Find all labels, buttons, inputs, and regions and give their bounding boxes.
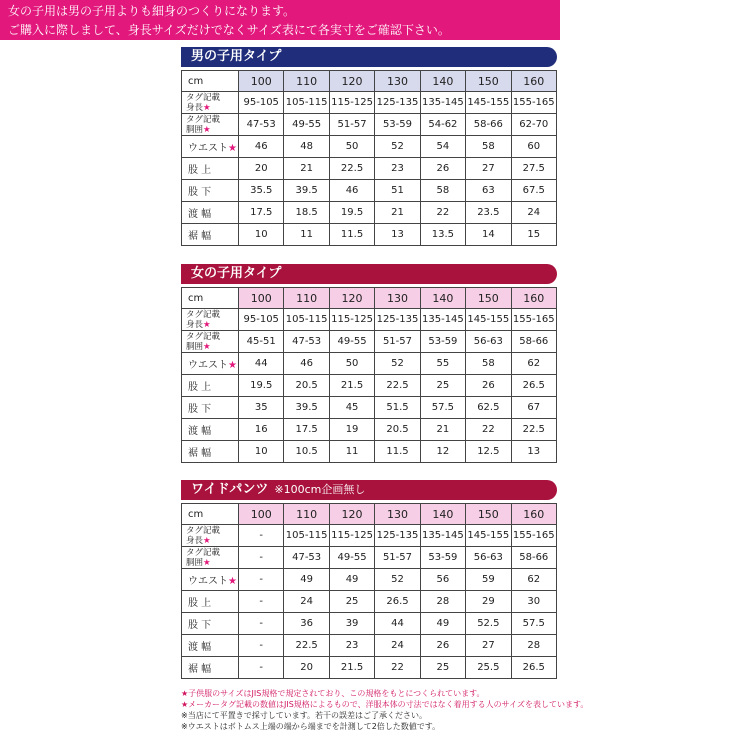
table-cell: 16 bbox=[239, 419, 284, 441]
table-cell: 62-70 bbox=[511, 114, 556, 136]
row-label-chest bbox=[182, 547, 239, 569]
table-cell: 15 bbox=[511, 224, 556, 246]
table-cell: 49-55 bbox=[329, 547, 374, 569]
table-cell: 115-125 bbox=[329, 92, 374, 114]
table-header-row bbox=[182, 288, 557, 309]
table-cell: 25.5 bbox=[466, 657, 511, 679]
table-cell: 19 bbox=[329, 419, 374, 441]
wide-pants-size-section bbox=[181, 480, 557, 679]
table-row-inseam bbox=[182, 180, 557, 202]
table-cell: 49-55 bbox=[329, 331, 374, 353]
table-row-chest bbox=[182, 114, 557, 136]
size-table bbox=[181, 287, 557, 463]
table-cell: - bbox=[239, 525, 284, 547]
row-label-top: タグ記載 bbox=[186, 525, 221, 536]
table-cell: 20.5 bbox=[375, 419, 420, 441]
table-cell: 11 bbox=[329, 441, 374, 463]
row-label-hem bbox=[182, 657, 239, 679]
table-cell: 22 bbox=[420, 202, 465, 224]
table-cell: 51-57 bbox=[329, 114, 374, 136]
table-row-rise bbox=[182, 375, 557, 397]
table-cell: 22.5 bbox=[375, 375, 420, 397]
table-cell: 21.5 bbox=[329, 375, 374, 397]
row-label-text: 股 上 bbox=[188, 165, 212, 176]
row-label-chest bbox=[182, 114, 239, 136]
row-label-rise bbox=[182, 375, 239, 397]
row-label-rise bbox=[182, 158, 239, 180]
size-header-110: 110 bbox=[284, 504, 329, 525]
row-label-text: 裾 幅 bbox=[188, 231, 212, 242]
table-cell: 57.5 bbox=[511, 613, 556, 635]
table-cell: 23.5 bbox=[466, 202, 511, 224]
table-cell: 63 bbox=[466, 180, 511, 202]
row-label-bottom bbox=[186, 320, 238, 330]
table-cell: 39.5 bbox=[284, 397, 329, 419]
table-cell: 22.5 bbox=[284, 635, 329, 657]
section-title bbox=[181, 47, 557, 67]
table-cell: 13 bbox=[375, 224, 420, 246]
table-cell: 10 bbox=[239, 441, 284, 463]
table-cell: 115-125 bbox=[329, 525, 374, 547]
table-cell: 22 bbox=[466, 419, 511, 441]
table-cell: - bbox=[239, 569, 284, 591]
section-note: ※100cm企画無し bbox=[274, 483, 366, 496]
size-header-150: 150 bbox=[466, 288, 511, 309]
table-cell: 135-145 bbox=[420, 309, 465, 331]
table-cell: 135-145 bbox=[420, 92, 465, 114]
notice-line-1: 女の子用は男の子用よりも細身のつくりになります。 bbox=[8, 4, 296, 18]
size-table bbox=[181, 70, 557, 246]
table-cell: 46 bbox=[329, 180, 374, 202]
row-label-text: 股 下 bbox=[188, 404, 212, 415]
table-row-thigh bbox=[182, 635, 557, 657]
table-cell: 25 bbox=[420, 657, 465, 679]
table-cell: 21 bbox=[420, 419, 465, 441]
table-cell: 36 bbox=[284, 613, 329, 635]
table-cell: 57.5 bbox=[420, 397, 465, 419]
table-row-hem bbox=[182, 441, 557, 463]
unit-label: cm bbox=[182, 71, 239, 92]
table-row-waist bbox=[182, 353, 557, 375]
table-cell: 46 bbox=[284, 353, 329, 375]
table-cell: 24 bbox=[375, 635, 420, 657]
table-cell: 49 bbox=[284, 569, 329, 591]
table-cell: 56-63 bbox=[466, 547, 511, 569]
table-cell: 51-57 bbox=[375, 547, 420, 569]
footnote: ★メーカータグ記載の数値はJIS規格によるもので、洋服本体の寸法ではなく着用する人のサイズを表しています。 bbox=[181, 700, 589, 709]
table-cell: 11 bbox=[284, 224, 329, 246]
table-row-inseam bbox=[182, 613, 557, 635]
size-header-120: 120 bbox=[329, 71, 374, 92]
table-cell: 47-53 bbox=[284, 547, 329, 569]
size-header-110: 110 bbox=[284, 71, 329, 92]
table-cell: 135-145 bbox=[420, 525, 465, 547]
star-icon: ★ bbox=[203, 124, 211, 135]
table-cell: 30 bbox=[511, 591, 556, 613]
unit-label: cm bbox=[182, 504, 239, 525]
row-label-waist bbox=[182, 353, 239, 375]
star-icon: ★ bbox=[228, 360, 237, 371]
row-label-text: ウエスト bbox=[188, 360, 228, 371]
table-cell: 11.5 bbox=[375, 441, 420, 463]
row-label-height bbox=[182, 92, 239, 114]
table-cell: 155-165 bbox=[511, 525, 556, 547]
table-cell: 39 bbox=[329, 613, 374, 635]
table-cell: 35 bbox=[239, 397, 284, 419]
table-cell: 21.5 bbox=[329, 657, 374, 679]
notice-line-2: ご購入に際しまして、身長サイズだけでなくサイズ表にて各実寸をご確認下さい。 bbox=[8, 23, 450, 37]
table-cell: - bbox=[239, 591, 284, 613]
table-cell: 115-125 bbox=[329, 309, 374, 331]
table-cell: 60 bbox=[511, 136, 556, 158]
table-cell: 20.5 bbox=[284, 375, 329, 397]
row-label-waist bbox=[182, 569, 239, 591]
table-cell: 21 bbox=[284, 158, 329, 180]
star-icon: ★ bbox=[228, 143, 237, 154]
size-header-140: 140 bbox=[420, 504, 465, 525]
row-label-inseam bbox=[182, 397, 239, 419]
table-cell: 14 bbox=[466, 224, 511, 246]
row-label-height bbox=[182, 525, 239, 547]
table-cell: 27 bbox=[466, 635, 511, 657]
row-label-height bbox=[182, 309, 239, 331]
table-cell: 47-53 bbox=[284, 331, 329, 353]
table-row-waist bbox=[182, 569, 557, 591]
table-cell: 25 bbox=[420, 375, 465, 397]
size-header-140: 140 bbox=[420, 71, 465, 92]
star-icon: ★ bbox=[203, 535, 211, 546]
row-label-waist bbox=[182, 136, 239, 158]
table-cell: 54 bbox=[420, 136, 465, 158]
star-icon: ★ bbox=[203, 341, 211, 352]
table-cell: 18.5 bbox=[284, 202, 329, 224]
row-label-thigh bbox=[182, 202, 239, 224]
table-cell: 22 bbox=[375, 657, 420, 679]
table-cell: 155-165 bbox=[511, 309, 556, 331]
table-cell: 22.5 bbox=[329, 158, 374, 180]
table-header-row bbox=[182, 504, 557, 525]
section-title bbox=[181, 264, 557, 284]
table-cell: 58 bbox=[420, 180, 465, 202]
table-cell: 51 bbox=[375, 180, 420, 202]
table-cell: 58 bbox=[466, 353, 511, 375]
table-cell: 145-155 bbox=[466, 309, 511, 331]
table-row-chest bbox=[182, 547, 557, 569]
size-header-100: 100 bbox=[239, 71, 284, 92]
table-cell: 52.5 bbox=[466, 613, 511, 635]
size-header-130: 130 bbox=[375, 71, 420, 92]
table-cell: 125-135 bbox=[375, 92, 420, 114]
section-title-text: ワイドパンツ bbox=[191, 482, 269, 497]
table-cell: 23 bbox=[375, 158, 420, 180]
star-icon: ★ bbox=[228, 576, 237, 587]
table-cell: 26.5 bbox=[511, 657, 556, 679]
table-cell: 49-55 bbox=[284, 114, 329, 136]
table-cell: 21 bbox=[375, 202, 420, 224]
row-label-chest bbox=[182, 331, 239, 353]
star-icon: ★ bbox=[203, 319, 211, 330]
row-label-text: 股 上 bbox=[188, 598, 212, 609]
row-label-thigh bbox=[182, 635, 239, 657]
star-icon: ★ bbox=[203, 102, 211, 113]
table-cell: 53-59 bbox=[375, 114, 420, 136]
size-header-150: 150 bbox=[466, 71, 511, 92]
table-cell: 12.5 bbox=[466, 441, 511, 463]
row-label-inseam bbox=[182, 613, 239, 635]
footnote: ※当店にて平置きで採寸しています。若干の誤差はご了承ください。 bbox=[181, 711, 428, 720]
table-cell: 62.5 bbox=[466, 397, 511, 419]
table-cell: 53-59 bbox=[420, 547, 465, 569]
table-row-height bbox=[182, 92, 557, 114]
table-cell: 58-66 bbox=[511, 331, 556, 353]
table-cell: 17.5 bbox=[239, 202, 284, 224]
table-cell: - bbox=[239, 547, 284, 569]
table-cell: - bbox=[239, 657, 284, 679]
row-label-top: タグ記載 bbox=[186, 114, 221, 125]
table-cell: 20 bbox=[284, 657, 329, 679]
table-cell: 56 bbox=[420, 569, 465, 591]
table-cell: 13 bbox=[511, 441, 556, 463]
row-label-text: 股 下 bbox=[188, 620, 212, 631]
table-row-thigh bbox=[182, 202, 557, 224]
table-cell: 48 bbox=[284, 136, 329, 158]
section-title-text: 男の子用タイプ bbox=[191, 49, 282, 64]
table-cell: 13.5 bbox=[420, 224, 465, 246]
row-label-text: 身長 bbox=[186, 102, 204, 113]
table-cell: 53-59 bbox=[420, 331, 465, 353]
size-header-100: 100 bbox=[239, 288, 284, 309]
boys-size-section bbox=[181, 47, 557, 246]
table-cell: 105-115 bbox=[284, 525, 329, 547]
table-cell: 52 bbox=[375, 353, 420, 375]
row-label-top: タグ記載 bbox=[186, 309, 221, 320]
table-cell: 24 bbox=[511, 202, 556, 224]
table-cell: 39.5 bbox=[284, 180, 329, 202]
row-label-text: 股 上 bbox=[188, 382, 212, 393]
row-label-text: 渡 幅 bbox=[188, 642, 212, 653]
table-row-chest bbox=[182, 331, 557, 353]
table-cell: 62 bbox=[511, 569, 556, 591]
table-cell: 25 bbox=[329, 591, 374, 613]
table-cell: 95-105 bbox=[239, 309, 284, 331]
table-cell: 95-105 bbox=[239, 92, 284, 114]
notice-banner bbox=[0, 0, 560, 40]
table-cell: 11.5 bbox=[329, 224, 374, 246]
table-cell: 46 bbox=[239, 136, 284, 158]
row-label-hem bbox=[182, 224, 239, 246]
table-cell: 47-53 bbox=[239, 114, 284, 136]
table-cell: 27 bbox=[466, 158, 511, 180]
table-cell: 58-66 bbox=[466, 114, 511, 136]
table-row-hem bbox=[182, 657, 557, 679]
table-cell: 58-66 bbox=[511, 547, 556, 569]
table-cell: 24 bbox=[284, 591, 329, 613]
row-label-hem bbox=[182, 441, 239, 463]
table-cell: 50 bbox=[329, 353, 374, 375]
table-cell: 26 bbox=[420, 635, 465, 657]
size-header-120: 120 bbox=[329, 288, 374, 309]
table-cell: 44 bbox=[239, 353, 284, 375]
table-cell: 26 bbox=[420, 158, 465, 180]
table-cell: 58 bbox=[466, 136, 511, 158]
table-header-row bbox=[182, 71, 557, 92]
row-label-text: 胴囲 bbox=[186, 341, 204, 352]
table-cell: 17.5 bbox=[284, 419, 329, 441]
girls-size-section bbox=[181, 264, 557, 463]
row-label-bottom bbox=[186, 342, 238, 352]
size-header-140: 140 bbox=[420, 288, 465, 309]
table-cell: 19.5 bbox=[239, 375, 284, 397]
row-label-text: 渡 幅 bbox=[188, 209, 212, 220]
footnotes bbox=[181, 688, 740, 732]
table-cell: 67 bbox=[511, 397, 556, 419]
size-header-130: 130 bbox=[375, 504, 420, 525]
table-cell: 62 bbox=[511, 353, 556, 375]
table-cell: 125-135 bbox=[375, 525, 420, 547]
table-cell: 45 bbox=[329, 397, 374, 419]
table-row-thigh bbox=[182, 419, 557, 441]
table-cell: 20 bbox=[239, 158, 284, 180]
row-label-rise bbox=[182, 591, 239, 613]
row-label-top: タグ記載 bbox=[186, 92, 221, 103]
table-row-inseam bbox=[182, 397, 557, 419]
table-cell: 29 bbox=[466, 591, 511, 613]
table-cell: 28 bbox=[511, 635, 556, 657]
table-cell: 49 bbox=[329, 569, 374, 591]
table-cell: - bbox=[239, 613, 284, 635]
table-cell: 49 bbox=[420, 613, 465, 635]
table-cell: 28 bbox=[420, 591, 465, 613]
size-header-160: 160 bbox=[511, 71, 556, 92]
table-row-waist bbox=[182, 136, 557, 158]
table-cell: 23 bbox=[329, 635, 374, 657]
table-cell: 22.5 bbox=[511, 419, 556, 441]
table-cell: 26.5 bbox=[375, 591, 420, 613]
table-cell: 10.5 bbox=[284, 441, 329, 463]
table-cell: 145-155 bbox=[466, 92, 511, 114]
table-cell: 59 bbox=[466, 569, 511, 591]
star-icon: ★ bbox=[203, 557, 211, 568]
row-label-text: 渡 幅 bbox=[188, 426, 212, 437]
table-cell: 155-165 bbox=[511, 92, 556, 114]
table-cell: 67.5 bbox=[511, 180, 556, 202]
row-label-text: 股 下 bbox=[188, 187, 212, 198]
table-cell: 35.5 bbox=[239, 180, 284, 202]
size-header-150: 150 bbox=[466, 504, 511, 525]
table-cell: - bbox=[239, 635, 284, 657]
row-label-thigh bbox=[182, 419, 239, 441]
table-cell: 45-51 bbox=[239, 331, 284, 353]
table-cell: 19.5 bbox=[329, 202, 374, 224]
row-label-bottom bbox=[186, 125, 238, 135]
table-cell: 44 bbox=[375, 613, 420, 635]
row-label-text: 胴囲 bbox=[186, 557, 204, 568]
size-header-130: 130 bbox=[375, 288, 420, 309]
size-header-160: 160 bbox=[511, 288, 556, 309]
row-label-text: ウエスト bbox=[188, 576, 228, 587]
table-cell: 51-57 bbox=[375, 331, 420, 353]
table-row-rise bbox=[182, 591, 557, 613]
table-cell: 52 bbox=[375, 569, 420, 591]
footnote: ※ウエストはボトムス上端の端から端までを計測して2倍した数値です。 bbox=[181, 722, 441, 731]
row-label-text: 裾 幅 bbox=[188, 448, 212, 459]
table-cell: 52 bbox=[375, 136, 420, 158]
size-table bbox=[181, 503, 557, 679]
row-label-top: タグ記載 bbox=[186, 331, 221, 342]
size-header-120: 120 bbox=[329, 504, 374, 525]
row-label-text: 身長 bbox=[186, 319, 204, 330]
row-label-bottom bbox=[186, 558, 238, 568]
size-header-100: 100 bbox=[239, 504, 284, 525]
section-title bbox=[181, 480, 557, 500]
table-row-hem bbox=[182, 224, 557, 246]
table-cell: 26.5 bbox=[511, 375, 556, 397]
table-row-height bbox=[182, 525, 557, 547]
table-cell: 26 bbox=[466, 375, 511, 397]
unit-label: cm bbox=[182, 288, 239, 309]
row-label-bottom bbox=[186, 103, 238, 113]
row-label-text: ウエスト bbox=[188, 143, 228, 154]
table-cell: 125-135 bbox=[375, 309, 420, 331]
table-cell: 55 bbox=[420, 353, 465, 375]
table-cell: 12 bbox=[420, 441, 465, 463]
footnote: ★子供服のサイズはJIS規格で規定されており、この規格をもとにつくられています。 bbox=[181, 689, 485, 698]
table-cell: 51.5 bbox=[375, 397, 420, 419]
size-header-110: 110 bbox=[284, 288, 329, 309]
section-title-text: 女の子用タイプ bbox=[191, 266, 282, 281]
table-row-height bbox=[182, 309, 557, 331]
table-cell: 50 bbox=[329, 136, 374, 158]
row-label-text: 裾 幅 bbox=[188, 664, 212, 675]
table-cell: 105-115 bbox=[284, 309, 329, 331]
table-cell: 10 bbox=[239, 224, 284, 246]
row-label-text: 胴囲 bbox=[186, 124, 204, 135]
row-label-bottom bbox=[186, 536, 238, 546]
table-cell: 145-155 bbox=[466, 525, 511, 547]
row-label-top: タグ記載 bbox=[186, 547, 221, 558]
table-cell: 27.5 bbox=[511, 158, 556, 180]
row-label-text: 身長 bbox=[186, 535, 204, 546]
table-cell: 54-62 bbox=[420, 114, 465, 136]
table-cell: 105-115 bbox=[284, 92, 329, 114]
row-label-inseam bbox=[182, 180, 239, 202]
size-header-160: 160 bbox=[511, 504, 556, 525]
table-row-rise bbox=[182, 158, 557, 180]
table-cell: 56-63 bbox=[466, 331, 511, 353]
